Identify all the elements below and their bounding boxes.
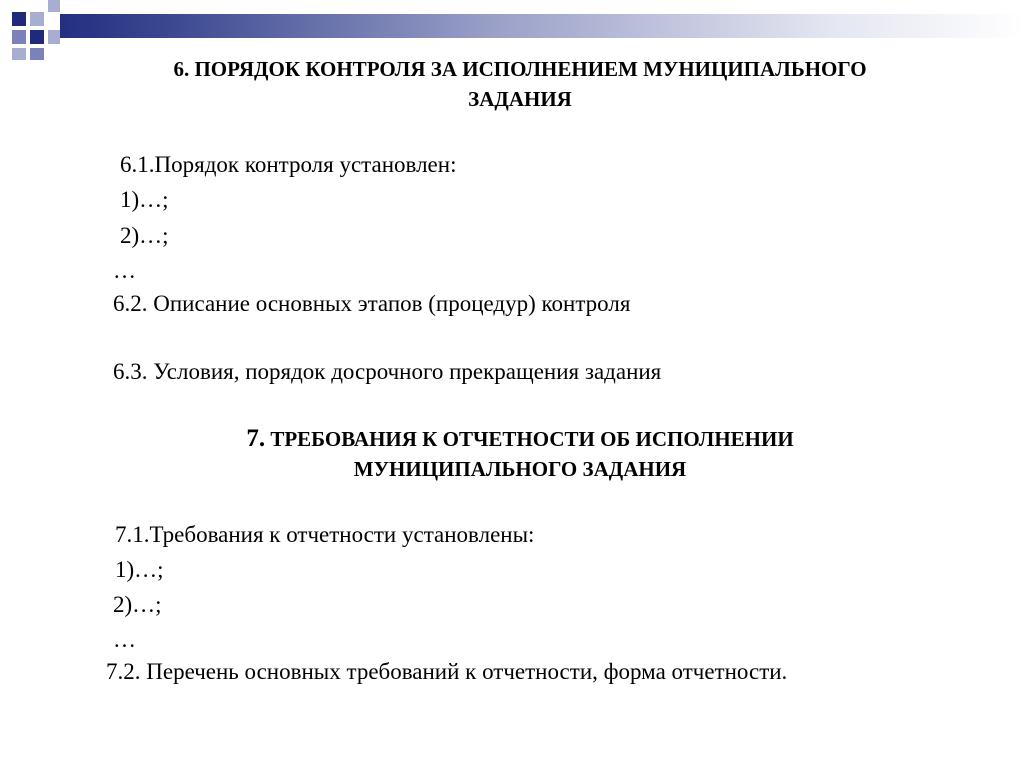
section7-heading-line1 [60, 424, 980, 454]
item-6-1-ellipsis: … [113, 258, 136, 283]
section7-heading-line2: МУНИЦИПАЛЬНОГО ЗАДАНИЯ [353, 457, 687, 481]
decor-square [48, 30, 60, 44]
section6-heading [60, 54, 980, 114]
item-7-1-sub2: 2)…; [113, 592, 162, 617]
decor-square [30, 48, 44, 60]
decor-square [12, 12, 26, 26]
section7-heading-number: 7. [246, 425, 266, 452]
section6-heading-line2: ЗАДАНИЯ [468, 87, 572, 111]
decor-square [12, 30, 26, 44]
section7-heading [60, 424, 980, 484]
item-7-1-sub1: 1)…; [115, 557, 164, 582]
item-6-3: 6.3. Условия, порядок досрочного прекращения задания [113, 359, 662, 384]
item-7-1-ellipsis: … [113, 627, 136, 652]
item-7-2: 7.2. Перечень основных требований к отчетности, форма отчетности. [106, 659, 788, 684]
section7-heading-title: ТРЕБОВАНИЯ К ОТЧЕТНОСТИ ОБ ИСПОЛНЕНИИ [265, 427, 794, 451]
item-7-1: 7.1.Требования к отчетности установлены: [115, 522, 535, 547]
item-6-1-sub2: 2)…; [120, 223, 169, 248]
decor-square [48, 0, 60, 12]
section6-heading-line1: 6. ПОРЯДОК КОНТРОЛЯ ЗА ИСПОЛНЕНИЕМ МУНИЦИПАЛЬНОГО [173, 57, 867, 81]
decor-square [30, 12, 44, 26]
item-6-2: 6.2. Описание основных этапов (процедур) контроля [113, 291, 631, 316]
decor-gradient-bar [60, 14, 1024, 38]
decor-square [30, 30, 44, 44]
item-6-1: 6.1.Порядок контроля установлен: [120, 152, 457, 177]
item-6-1-sub1: 1)…; [120, 187, 169, 212]
decor-square [12, 48, 26, 60]
